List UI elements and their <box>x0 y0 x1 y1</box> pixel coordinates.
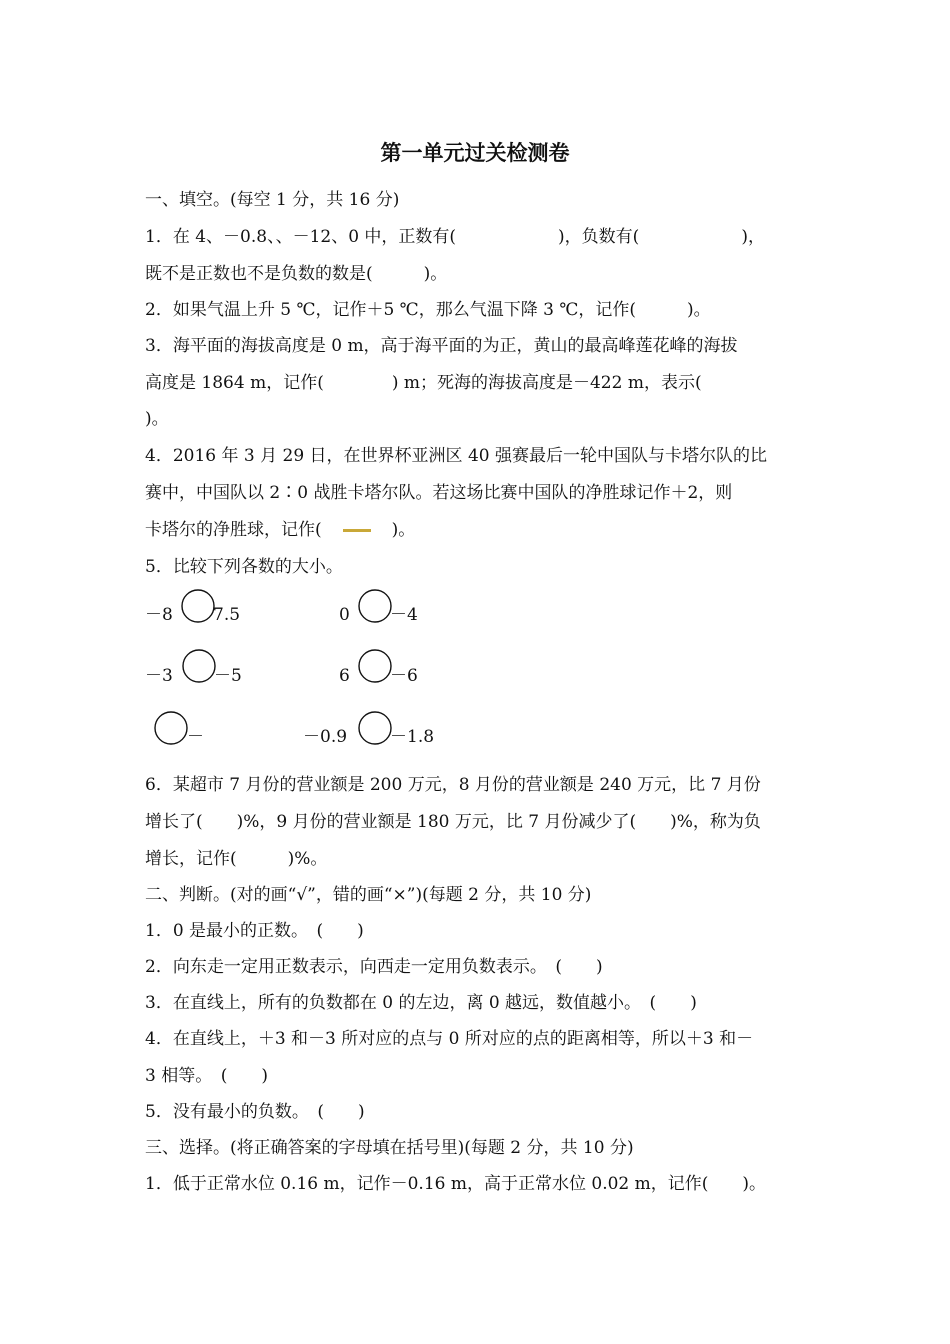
compare-2-circle[interactable] <box>358 589 392 623</box>
s1-q1-line1: 1．在 4、－0.8、、－12、0 中，正数有( )，负数有( )， <box>145 227 765 247</box>
highlight-mark <box>343 529 371 532</box>
s1-q3-line3: )。 <box>145 409 169 429</box>
s2-q4-line2: 3 相等。 ( ) <box>145 1066 268 1086</box>
s1-q5: 5．比较下列各数的大小。 <box>145 557 343 577</box>
s2-q3: 3．在直线上，所有的负数都在 0 的左边，离 0 越远，数值越小。 ( ) <box>145 993 697 1013</box>
compare-4-right: －6 <box>390 666 418 686</box>
compare-3-circle[interactable] <box>182 649 216 683</box>
s1-q3-line1: 3．海平面的海拔高度是 0 m，高于海平面的为正，黄山的最高峰莲花峰的海拔 <box>145 336 738 356</box>
compare-3-left: －3 <box>145 666 173 686</box>
s1-q4-line3 <box>145 517 415 543</box>
s1-q4-line1: 4．2016 年 3 月 29 日，在世界杯亚洲区 40 强赛最后一轮中国队与卡塔尔队的比 <box>145 446 767 466</box>
section1-heading: 一、填空。(每空 1 分，共 16 分) <box>145 190 400 210</box>
s2-q5: 5．没有最小的负数。 ( ) <box>145 1102 365 1122</box>
s1-q1-line2: 既不是正数也不是负数的数是( )。 <box>145 264 448 284</box>
s2-q1: 1．0 是最小的正数。 ( ) <box>145 921 364 941</box>
section2-heading: 二、判断。(对的画“√”，错的画“×”)(每题 2 分，共 10 分) <box>145 885 592 905</box>
s1-q4-line3-a: 卡塔尔的净胜球，记作( <box>145 520 339 540</box>
compare-1-right: 7.5 <box>213 605 241 625</box>
s1-q6-line1: 6．某超市 7 月份的营业额是 200 万元，8 月份的营业额是 240 万元，比 7 月份 <box>145 775 761 795</box>
s1-q2: 2．如果气温上升 5 ℃，记作＋5 ℃，那么气温下降 3 ℃，记作( )。 <box>145 300 711 320</box>
s1-q6-line3: 增长，记作( )%。 <box>145 849 328 869</box>
compare-1-left: －8 <box>145 605 173 625</box>
compare-4-circle[interactable] <box>358 649 392 683</box>
compare-6-left: －0.9 <box>303 727 348 747</box>
s1-q6-line2: 增长了( )%，9 月份的营业额是 180 万元，比 7 月份减少了( )%，称为负 <box>145 812 761 832</box>
compare-5-right: － <box>187 727 204 747</box>
compare-2-right: －4 <box>390 605 418 625</box>
page-title: 第一单元过关检测卷 <box>380 141 570 165</box>
compare-6-circle[interactable] <box>358 711 392 745</box>
s1-q4-line3-b: )。 <box>374 520 416 540</box>
compare-2-left: 0 <box>339 605 350 625</box>
s2-q4-line1: 4．在直线上，＋3 和－3 所对应的点与 0 所对应的点的距离相等，所以＋3 和－ <box>145 1029 754 1049</box>
compare-4-left: 6 <box>339 666 350 686</box>
s3-q1: 1．低于正常水位 0.16 m，记作－0.16 m，高于正常水位 0.02 m，记作( )。 <box>145 1174 767 1194</box>
compare-5-circle[interactable] <box>154 711 188 745</box>
section3-heading: 三、选择。(将正确答案的字母填在括号里)(每题 2 分，共 10 分) <box>145 1138 634 1158</box>
s2-q2: 2．向东走一定用正数表示，向西走一定用负数表示。 ( ) <box>145 957 603 977</box>
compare-1-circle[interactable] <box>181 589 215 623</box>
s1-q3-line2: 高度是 1864 m，记作( ) m；死海的海拔高度是－422 m，表示( <box>145 373 702 393</box>
compare-3-right: －5 <box>214 666 242 686</box>
s1-q4-line2: 赛中，中国队以 2∶0 战胜卡塔尔队。若这场比赛中国队的净胜球记作＋2，则 <box>145 483 733 503</box>
compare-6-right: －1.8 <box>390 727 435 747</box>
